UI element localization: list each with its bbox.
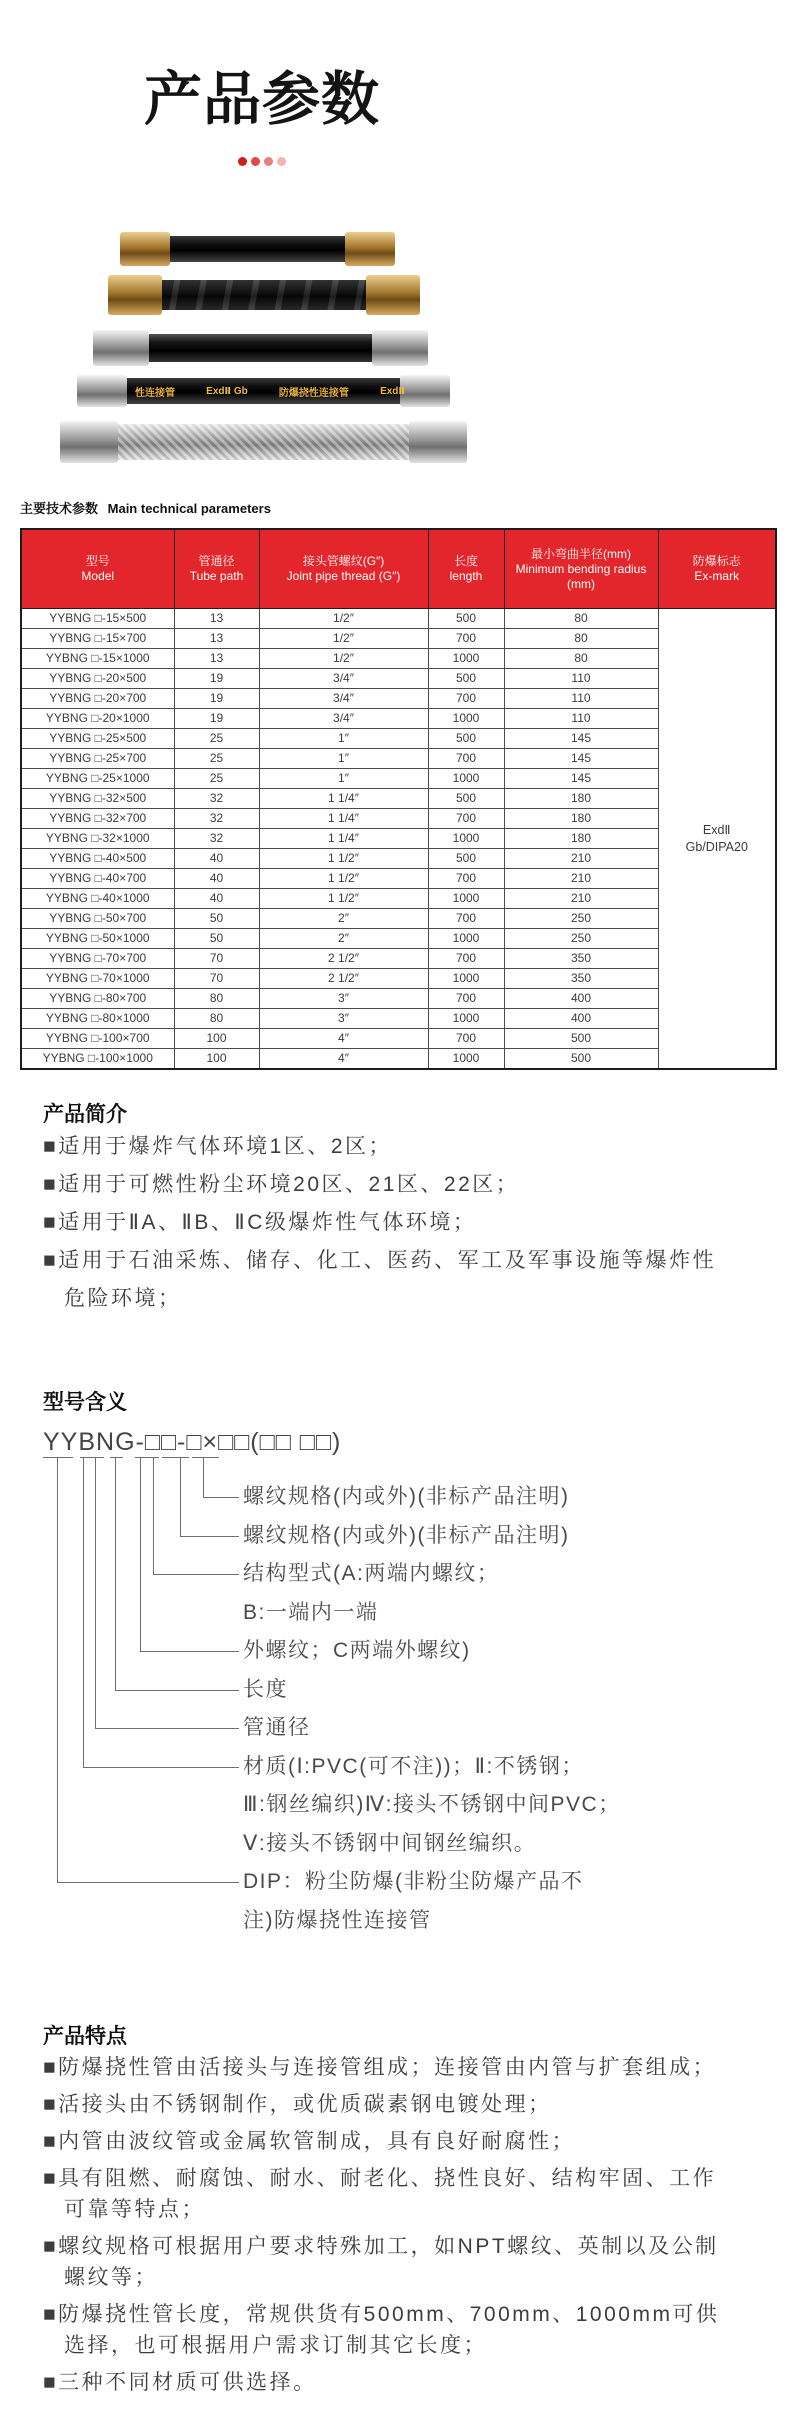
table-cell: YYBNG □-15×500 xyxy=(21,609,174,629)
table-cell: 19 xyxy=(174,709,259,729)
model-meaning-label: Ⅲ:钢丝编织)Ⅳ:接头不锈钢中间PVC； xyxy=(243,1793,621,1816)
hose-print-label: ExdⅡ xyxy=(380,385,405,397)
table-cell: 25 xyxy=(174,729,259,749)
table-cell: 700 xyxy=(428,689,504,709)
table-caption-en: Main technical parameters xyxy=(107,501,271,516)
features-heading: 产品特点 xyxy=(43,2025,127,2048)
table-cell: YYBNG □-32×700 xyxy=(21,809,174,829)
table-cell: 250 xyxy=(504,929,658,949)
table-cell: 25 xyxy=(174,749,259,769)
code-underline xyxy=(135,1457,159,1458)
table-cell: YYBNG □-50×1000 xyxy=(21,929,174,949)
spec-table-body xyxy=(21,609,776,1070)
model-meaning-label: B:一端内一端 xyxy=(243,1600,379,1624)
table-cell: 4″ xyxy=(259,1049,428,1070)
ex-mark-cell: ExdⅡ Gb/DIPA20 xyxy=(658,609,776,1070)
table-cell: 700 xyxy=(428,809,504,829)
bullet-item: ■适用于可燃性粉尘环境20区、21区、22区； xyxy=(43,1173,520,1196)
table-cell: 210 xyxy=(504,849,658,869)
table-cell: 3″ xyxy=(259,989,428,1009)
table-cell: YYBNG □-100×700 xyxy=(21,1029,174,1049)
table-cell: 110 xyxy=(504,709,658,729)
table-cell: 1″ xyxy=(259,749,428,769)
table-cell: 3/4″ xyxy=(259,669,428,689)
table-cell: 70 xyxy=(174,949,259,969)
table-cell: 1000 xyxy=(428,1049,504,1070)
model-meaning-label: 管通径 xyxy=(243,1716,311,1739)
table-cell: YYBNG □-40×700 xyxy=(21,869,174,889)
col-header-length: 长度 length xyxy=(428,529,504,609)
table-cell: 700 xyxy=(428,1029,504,1049)
col-header-ex-mark: 防爆标志 Ex-mark xyxy=(658,529,776,609)
table-cell: 1000 xyxy=(428,829,504,849)
table-cell: 13 xyxy=(174,609,259,629)
title-dots xyxy=(0,157,524,166)
table-cell: 700 xyxy=(428,909,504,929)
model-meaning-label: 结构型式(A:两端内螺纹； xyxy=(243,1562,500,1585)
table-cell: 1/2″ xyxy=(259,649,428,669)
table-cell: 145 xyxy=(504,729,658,749)
dot-icon xyxy=(251,157,260,166)
bullet-item: ■适用于爆炸气体环境1区、2区； xyxy=(43,1135,393,1158)
table-cell: 3/4″ xyxy=(259,689,428,709)
table-cell: 1000 xyxy=(428,769,504,789)
table-cell: 1000 xyxy=(428,889,504,909)
table-cell: 180 xyxy=(504,809,658,829)
table-cell: 500 xyxy=(428,789,504,809)
table-cell: 80 xyxy=(504,629,658,649)
model-meaning-label: 注)防爆挠性连接管 xyxy=(243,1908,432,1932)
table-cell: YYBNG □-80×1000 xyxy=(21,1009,174,1029)
spec-table xyxy=(20,528,777,1070)
table-cell: 80 xyxy=(504,649,658,669)
table-cell: 2 1/2″ xyxy=(259,949,428,969)
model-meaning-label: 长度 xyxy=(243,1677,288,1701)
table-cell: 32 xyxy=(174,829,259,849)
model-code: YYBNG-□□-□×□□(□□ □□) xyxy=(43,1428,342,1456)
table-cell: 32 xyxy=(174,809,259,829)
bullet-item: ■适用于石油采炼、储存、化工、医药、军工及军事设施等爆炸性危险环境； xyxy=(43,1249,717,1310)
table-cell: YYBNG □-40×1000 xyxy=(21,889,174,909)
table-cell: 1000 xyxy=(428,709,504,729)
table-cell: YYBNG □-15×700 xyxy=(21,629,174,649)
table-row xyxy=(21,609,776,629)
table-cell: 350 xyxy=(504,949,658,969)
table-cell: 700 xyxy=(428,629,504,649)
model-meaning-label: Ⅴ:接头不锈钢中间钢丝编织。 xyxy=(243,1831,537,1855)
table-cell: 500 xyxy=(504,1049,658,1070)
table-cell: YYBNG □-100×1000 xyxy=(21,1049,174,1070)
table-cell: 350 xyxy=(504,969,658,989)
table-cell: 2 1/2″ xyxy=(259,969,428,989)
model-meaning-labels xyxy=(243,1478,783,1940)
intro-bullets xyxy=(43,1128,724,1318)
table-cell: 1/2″ xyxy=(259,609,428,629)
table-cell: 1″ xyxy=(259,769,428,789)
model-meaning-label: 螺纹规格(内或外)(非标产品注明) xyxy=(243,1523,570,1547)
bullet-item: ■防爆挠性管由活接头与连接管组成；连接管由内管与扩套组成； xyxy=(43,2056,717,2079)
table-cell: 4″ xyxy=(259,1029,428,1049)
code-underline xyxy=(162,1457,189,1458)
product-photo-hose-5 xyxy=(60,416,467,468)
table-cell: 19 xyxy=(174,669,259,689)
table-cell: YYBNG □-15×1000 xyxy=(21,649,174,669)
bullet-item: ■活接头由不锈钢制作，或优质碳素钢电镀处理； xyxy=(43,2093,552,2116)
table-cell: 25 xyxy=(174,769,259,789)
bullet-item: ■螺纹规格可根据用户要求特殊加工，如NPT螺纹、英制以及公制螺纹等； xyxy=(43,2235,719,2289)
model-meaning-label: 螺纹规格(内或外)(非标产品注明) xyxy=(243,1485,570,1508)
code-underline xyxy=(80,1457,104,1458)
bullet-item: ■内管由波纹管或金属软管制成，具有良好耐腐性； xyxy=(43,2130,576,2153)
col-header-thread: 接头管螺纹(G″) Joint pipe thread (G″) xyxy=(259,529,428,609)
table-cell: YYBNG □-32×500 xyxy=(21,789,174,809)
model-meaning-label: 外螺纹；C两端外螺纹) xyxy=(243,1639,471,1662)
table-cell: 400 xyxy=(504,1009,658,1029)
col-header-tube-path: 管通径 Tube path xyxy=(174,529,259,609)
hose-print-label: 性连接管 xyxy=(135,387,175,399)
table-cell: 110 xyxy=(504,689,658,709)
table-cell: 1000 xyxy=(428,1009,504,1029)
table-cell: 1/2″ xyxy=(259,629,428,649)
table-cell: 1 1/4″ xyxy=(259,809,428,829)
table-caption-zh: 主要技术参数 xyxy=(20,501,99,516)
table-cell: 110 xyxy=(504,669,658,689)
bullet-item: ■具有阻燃、耐腐蚀、耐水、耐老化、挠性良好、结构牢固、工作可靠等特点； xyxy=(43,2167,717,2221)
table-cell: 500 xyxy=(428,849,504,869)
features-bullets xyxy=(43,2052,724,2404)
table-cell: 40 xyxy=(174,889,259,909)
table-cell: 1 1/2″ xyxy=(259,869,428,889)
table-cell: 19 xyxy=(174,689,259,709)
table-cell: YYBNG □-70×700 xyxy=(21,949,174,969)
table-cell: 1000 xyxy=(428,649,504,669)
code-underline xyxy=(110,1457,123,1458)
code-underline xyxy=(192,1457,219,1458)
table-cell: 500 xyxy=(504,1029,658,1049)
table-cell: 1 1/2″ xyxy=(259,849,428,869)
table-cell: YYBNG □-20×1000 xyxy=(21,709,174,729)
table-header-row xyxy=(21,529,776,609)
table-cell: 500 xyxy=(428,609,504,629)
table-cell: YYBNG □-50×700 xyxy=(21,909,174,929)
table-cell: 80 xyxy=(504,609,658,629)
table-cell: 70 xyxy=(174,969,259,989)
dot-icon xyxy=(277,157,286,166)
product-photo-hose-3 xyxy=(93,326,428,370)
table-cell: 210 xyxy=(504,889,658,909)
leader-line xyxy=(57,1458,239,1883)
table-cell: 80 xyxy=(174,1009,259,1029)
table-cell: 1″ xyxy=(259,729,428,749)
table-caption xyxy=(20,498,271,517)
table-cell: YYBNG □-20×500 xyxy=(21,669,174,689)
table-cell: 1 1/2″ xyxy=(259,889,428,909)
table-cell: 700 xyxy=(428,949,504,969)
product-photo-hose-4 xyxy=(77,372,450,410)
model-meaning-label: DIP：粉尘防爆(非粉尘防爆产品不 xyxy=(243,1870,584,1893)
hose-print-label: 防爆挠性连接管 xyxy=(278,387,349,399)
table-cell: 3/4″ xyxy=(259,709,428,729)
table-cell: 50 xyxy=(174,929,259,949)
table-cell: 50 xyxy=(174,909,259,929)
table-cell: YYBNG □-20×700 xyxy=(21,689,174,709)
table-cell: 100 xyxy=(174,1049,259,1070)
table-cell: 2″ xyxy=(259,909,428,929)
table-cell: 40 xyxy=(174,869,259,889)
table-cell: 700 xyxy=(428,869,504,889)
table-cell: YYBNG □-25×1000 xyxy=(21,769,174,789)
model-meaning-label: 材质(Ⅰ:PVC(可不注))；Ⅱ:不锈钢； xyxy=(243,1754,584,1778)
table-cell: YYBNG □-80×700 xyxy=(21,989,174,1009)
bullet-item: ■防爆挠性管长度，常规供货有500mm、700mm、1000mm可供选择，也可根据用户需求订制其它长度； xyxy=(43,2303,720,2357)
table-cell: 250 xyxy=(504,909,658,929)
table-cell: 40 xyxy=(174,849,259,869)
hose-print-label: ExdⅡ Gb xyxy=(206,385,248,397)
bullet-item: ■适用于ⅡA、ⅡB、ⅡC级爆炸性气体环境； xyxy=(43,1211,477,1234)
product-photo-hose-1 xyxy=(120,228,395,270)
table-cell: 2″ xyxy=(259,929,428,949)
table-cell: 13 xyxy=(174,649,259,669)
table-cell: YYBNG □-25×500 xyxy=(21,729,174,749)
table-cell: 3″ xyxy=(259,1009,428,1029)
table-cell: YYBNG □-25×700 xyxy=(21,749,174,769)
table-cell: YYBNG □-70×1000 xyxy=(21,969,174,989)
col-header-model: 型号 Model xyxy=(21,529,174,609)
product-photo-hose-2 xyxy=(108,272,420,318)
model-meaning-heading: 型号含义 xyxy=(43,1391,127,1414)
table-cell: 145 xyxy=(504,749,658,769)
table-cell: 400 xyxy=(504,989,658,1009)
table-cell: YYBNG □-32×1000 xyxy=(21,829,174,849)
table-cell: 100 xyxy=(174,1029,259,1049)
col-header-bend-radius: 最小弯曲半径(mm) Minimum bending radius (mm) xyxy=(504,529,658,609)
code-underline xyxy=(43,1457,73,1458)
table-cell: 32 xyxy=(174,789,259,809)
table-cell: YYBNG □-40×500 xyxy=(21,849,174,869)
dot-icon xyxy=(238,157,247,166)
table-cell: 180 xyxy=(504,789,658,809)
table-cell: 210 xyxy=(504,869,658,889)
table-cell: 500 xyxy=(428,729,504,749)
table-cell: 500 xyxy=(428,669,504,689)
table-cell: 145 xyxy=(504,769,658,789)
table-cell: 1 1/4″ xyxy=(259,789,428,809)
table-cell: 1000 xyxy=(428,929,504,949)
table-cell: 1000 xyxy=(428,969,504,989)
intro-heading: 产品简介 xyxy=(43,1103,127,1126)
table-cell: 1 1/4″ xyxy=(259,829,428,849)
bullet-item: ■三种不同材质可供选择。 xyxy=(43,2371,317,2394)
table-cell: 700 xyxy=(428,989,504,1009)
table-cell: 80 xyxy=(174,989,259,1009)
table-cell: 700 xyxy=(428,749,504,769)
page-title: 产品参数 xyxy=(143,67,380,132)
dot-icon xyxy=(264,157,273,166)
table-cell: 13 xyxy=(174,629,259,649)
table-cell: 180 xyxy=(504,829,658,849)
